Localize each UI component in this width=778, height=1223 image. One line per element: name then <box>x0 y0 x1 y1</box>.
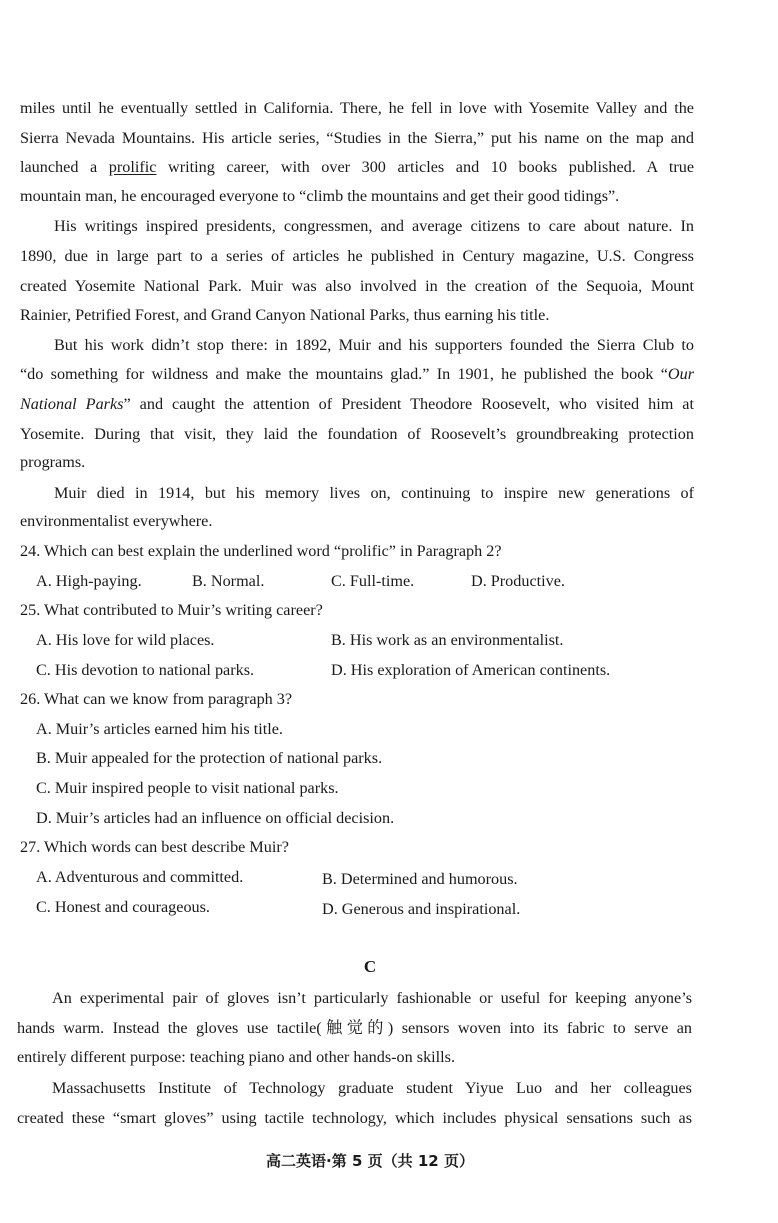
option: D. Productive. <box>471 572 565 590</box>
book-title-italic: National Parks <box>20 395 124 413</box>
option: A. Muir’s articles earned him his title. <box>36 720 283 738</box>
passage-b-line: Rainier, Petrified Forest, and Grand Canyon National Parks, thus earning his title. <box>20 306 550 324</box>
question-stem: 25. What contributed to Muir’s writing career? <box>20 601 323 619</box>
underlined-word-prolific: prolific <box>108 158 157 176</box>
passage-b-line: His writings inspired presidents, congressmen, and average citizens to care about nature. In <box>54 217 694 235</box>
option: B. Determined and humorous. <box>322 870 518 888</box>
passage-b-line: Sierra Nevada Mountains. His article series, “Studies in the Sierra,” put his name on the map and <box>20 129 694 147</box>
text-span: ” and caught the attention of President Theodore Roosevelt, who visited him at <box>123 395 694 413</box>
passage-b-line <box>20 157 694 177</box>
question-stem: 26. What can we know from paragraph 3? <box>20 690 293 708</box>
text-span: writing career, with over 300 articles and 10 books published. A true <box>168 158 695 176</box>
passage-b-line <box>20 364 694 384</box>
passage-b-line: But his work didn’t stop there: in 1892, Muir and his supporters founded the Sierra Club to <box>54 336 694 354</box>
passage-c-line: entirely different purpose: teaching piano and other hands-on skills. <box>17 1048 455 1066</box>
passage-c-line: An experimental pair of gloves isn’t particularly fashionable or useful for keeping anyone’s <box>52 989 692 1007</box>
option: C. Full-time. <box>331 572 415 590</box>
passage-c-line: created these “smart gloves” using tactile technology, which includes physical sensations such as <box>17 1109 692 1127</box>
passage-c-line: hands warm. Instead the gloves use tactile(触觉的) sensors woven into its fabric to serve an <box>17 1019 692 1037</box>
option: B. Normal. <box>192 572 265 590</box>
passage-b-line: programs. <box>20 453 86 471</box>
passage-b-line: Yosemite. During that visit, they laid the foundation of Roosevelt’s groundbreaking protection <box>20 425 694 443</box>
option: C. Muir inspired people to visit national parks. <box>36 779 339 797</box>
text-span: launched a <box>20 158 98 176</box>
option: D. His exploration of American continents. <box>331 661 611 679</box>
book-title-italic: Our <box>667 365 694 383</box>
passage-b-line: created Yosemite National Park. Muir was also involved in the creation of the Sequoia, Mount <box>20 277 694 295</box>
passage-b-line: environmentalist everywhere. <box>20 512 213 530</box>
passage-b-line: mountain man, he encouraged everyone to “climb the mountains and get their good tidings”. <box>20 187 620 205</box>
passage-b-line: 1890, due in large part to a series of articles he published in Century magazine, U.S. Congress <box>20 247 694 265</box>
question-stem: 27. Which words can best describe Muir? <box>20 838 289 856</box>
passage-c-heading: C <box>363 957 377 976</box>
question-stem: 24. Which can best explain the underlined word “prolific” in Paragraph 2? <box>20 542 502 560</box>
passage-b-line: miles until he eventually settled in California. There, he fell in love with Yosemite Valley and the <box>20 99 694 117</box>
option: D. Muir’s articles had an influence on official decision. <box>36 809 395 827</box>
page-footer: 高二英语·第 5 页（共 12 页） <box>266 1152 474 1170</box>
option: A. High-paying. <box>36 572 142 590</box>
option: D. Generous and inspirational. <box>322 900 521 918</box>
option: B. Muir appealed for the protection of national parks. <box>36 749 383 767</box>
option: A. His love for wild places. <box>36 631 215 649</box>
option: C. Honest and courageous. <box>36 898 210 916</box>
passage-c-line: Massachusetts Institute of Technology graduate student Yiyue Luo and her colleagues <box>52 1079 692 1097</box>
text-span: “do something for wildness and make the mountains glad.” In 1901, he published the book “ <box>20 365 668 383</box>
option: A. Adventurous and committed. <box>36 868 244 886</box>
option: C. His devotion to national parks. <box>36 661 255 679</box>
option: B. His work as an environmentalist. <box>331 631 564 649</box>
passage-b-line <box>20 394 694 414</box>
passage-b-line: Muir died in 1914, but his memory lives on, continuing to inspire new generations of <box>54 484 694 502</box>
